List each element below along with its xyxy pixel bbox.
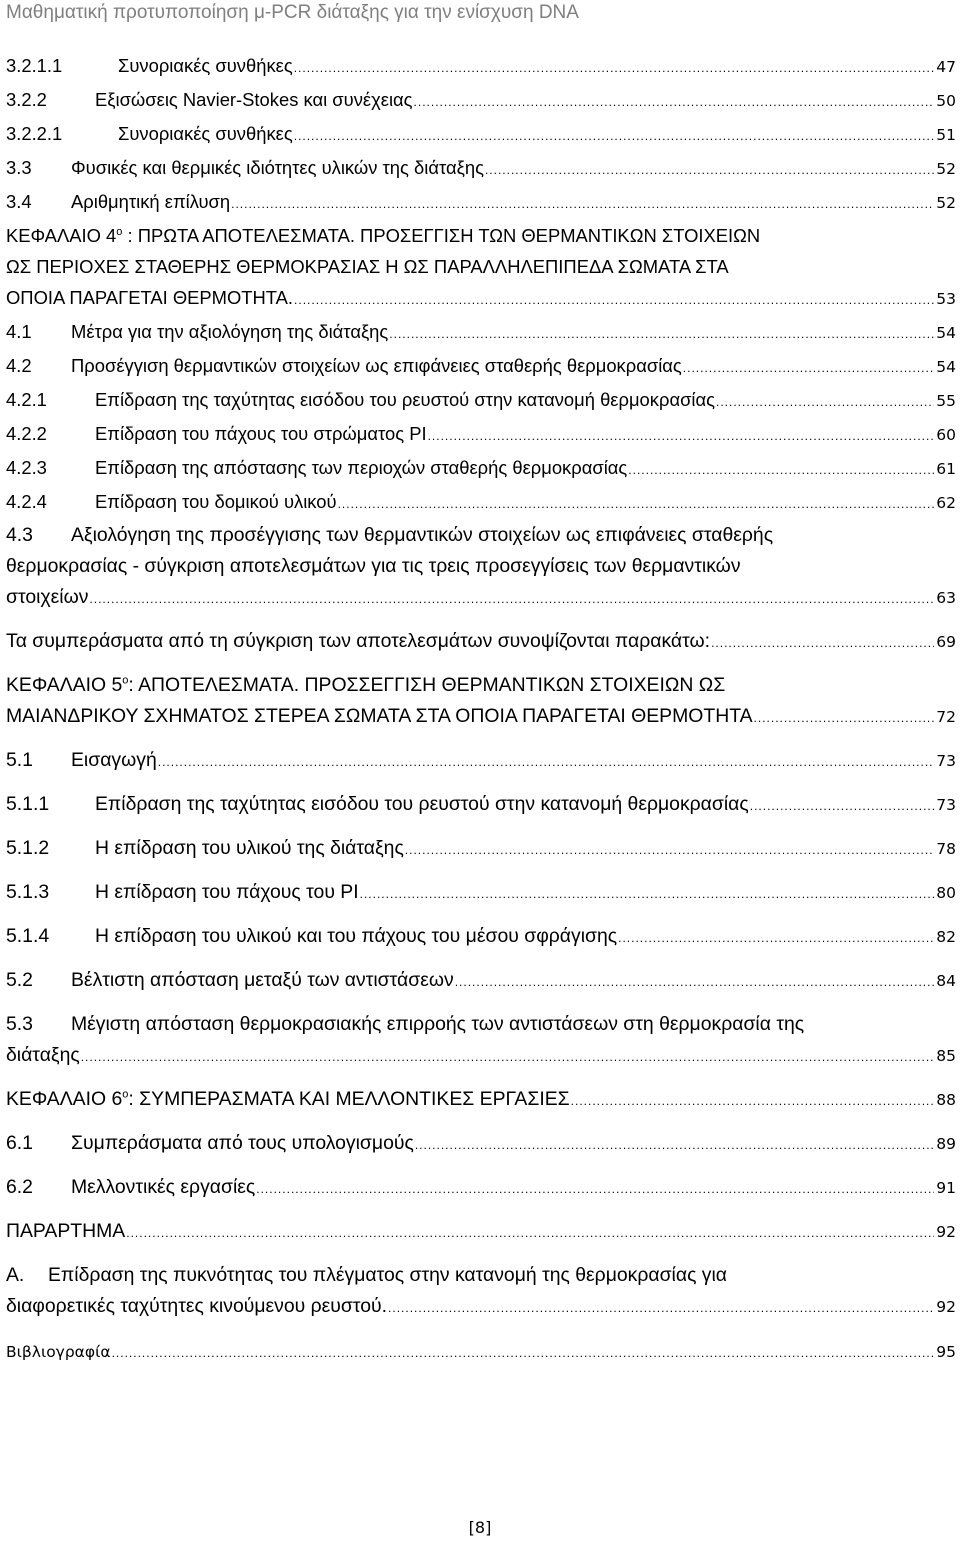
toc-title: Επίδραση της απόστασης των περιοχών σταθερής θερμοκρασίας bbox=[95, 457, 628, 478]
toc-page: 73 bbox=[936, 752, 956, 770]
toc-title: Η επίδραση του υλικού και του πάχους του μέσου σφράγισης bbox=[95, 925, 618, 947]
toc-page: 78 bbox=[936, 840, 956, 858]
toc-title-last-line: ΜΑΙΑΝΔΡΙΚΟΥ ΣΧΗΜΑΤΟΣ ΣΤΕΡΕΑ ΣΩΜΑΤΑ ΣΤΑ ΟΠΟΙΑ ΠΑΡΑΓΕΤΑΙ ΘΕΡΜΟΤΗΤΑ bbox=[6, 705, 753, 727]
dot-leader bbox=[428, 418, 935, 452]
dot-leader bbox=[485, 152, 934, 186]
toc-number: 5.3 bbox=[6, 1013, 33, 1035]
toc-title: Αριθμητική επίλυση bbox=[71, 191, 231, 212]
toc-entry-3-2-2-1[interactable] bbox=[6, 118, 956, 152]
dot-leader bbox=[414, 84, 935, 118]
page-number: [8] bbox=[468, 1518, 492, 1537]
toc-page: 55 bbox=[936, 392, 956, 410]
dot-leader bbox=[294, 50, 935, 84]
dot-leader bbox=[388, 1291, 934, 1324]
toc-number: 5.1.1 bbox=[6, 793, 50, 815]
toc-page: 84 bbox=[936, 972, 956, 990]
toc-title-last-line: ΟΠΟΙΑ ΠΑΡΑΓΕΤΑΙ ΘΕΡΜΟΤΗΤΑ. bbox=[6, 287, 294, 308]
toc-title: ΚΕΦΑΛΑΙΟ $6^o$: ΣΥΜΠΕΡΑΣΜΑΤΑ ΚΑΙ ΜΕΛΛΟΝΤΙΚΕΣ ΕΡΓΑΣΙΕΣ bbox=[6, 1088, 570, 1110]
toc-entry-4-2-3[interactable] bbox=[6, 452, 956, 486]
dot-leader bbox=[158, 745, 935, 778]
toc-entry-3-2-2[interactable] bbox=[6, 84, 956, 118]
toc-page: 69 bbox=[936, 633, 956, 651]
toc-title-line-1: Επίδραση της πυκνότητας του πλέγματος στην κατανομή της θερμοκρασίας για bbox=[48, 1264, 728, 1286]
toc-entry-chapter-6[interactable] bbox=[6, 1084, 956, 1117]
toc-number: 5.1.3 bbox=[6, 881, 50, 903]
toc-entry-bibliography[interactable] bbox=[6, 1335, 956, 1369]
toc-entry-4-3[interactable] bbox=[6, 520, 956, 615]
toc-entry-3-2-1-1[interactable] bbox=[6, 50, 956, 84]
toc-title: Συνοριακές συνθήκες bbox=[118, 123, 293, 144]
toc-entry-chapter-4[interactable] bbox=[6, 220, 956, 316]
toc-page: 82 bbox=[936, 928, 956, 946]
toc-title: Τα συμπεράσματα από τη σύγκριση των αποτελεσμάτων συνοψίζονται παρακάτω: bbox=[6, 630, 711, 652]
table-of-contents bbox=[6, 50, 956, 1369]
toc-entry-5-1-4[interactable] bbox=[6, 921, 956, 954]
toc-page: 62 bbox=[936, 494, 956, 512]
toc-entry-3-4[interactable] bbox=[6, 186, 956, 220]
toc-page: 72 bbox=[936, 708, 956, 726]
toc-number: 5.1.2 bbox=[6, 837, 50, 859]
toc-title-last-line: στοιχείων bbox=[6, 586, 89, 608]
dot-leader bbox=[112, 1335, 935, 1369]
toc-number: 6.2 bbox=[6, 1176, 33, 1198]
toc-number: 4.2.2 bbox=[6, 423, 47, 444]
dot-leader bbox=[294, 118, 935, 152]
dot-leader bbox=[711, 626, 934, 659]
toc-entry-chapter-5[interactable] bbox=[6, 670, 956, 734]
toc-entry-6-2[interactable] bbox=[6, 1172, 956, 1205]
toc-title-line-1: ΚΕΦΑΛΑΙΟ $4^o$ : ΠΡΩΤΑ ΑΠΟΤΕΛΕΣΜΑΤΑ. ΠΡΟΣΕΓΓΙΣΗ ΤΩΝ ΘΕΡΜΑΝΤΙΚΩΝ ΣΤΟΙΧΕΙΩΝ bbox=[6, 225, 761, 246]
dot-leader bbox=[628, 452, 934, 486]
toc-entry-6-1[interactable] bbox=[6, 1128, 956, 1161]
dot-leader bbox=[405, 833, 934, 866]
toc-page: 80 bbox=[936, 884, 956, 902]
toc-number: 4.2 bbox=[6, 355, 32, 376]
toc-entry-4-2-2[interactable] bbox=[6, 418, 956, 452]
toc-page: 92 bbox=[936, 1223, 956, 1241]
toc-page: 73 bbox=[936, 796, 956, 814]
toc-page: 63 bbox=[936, 589, 956, 607]
toc-title: Συμπεράσματα από τους υπολογισμούς bbox=[71, 1132, 414, 1154]
toc-entry-5-1[interactable] bbox=[6, 745, 956, 778]
toc-entry-4-2-4[interactable] bbox=[6, 486, 956, 520]
running-header: Μαθηματική προτυποποίηση μ-PCR διάταξης για την ενίσχυση DNA bbox=[6, 2, 579, 23]
dot-leader bbox=[683, 350, 934, 384]
toc-title: Συνοριακές συνθήκες bbox=[118, 55, 293, 76]
toc-number: 3.4 bbox=[6, 191, 32, 212]
toc-page: 51 bbox=[936, 126, 956, 144]
toc-title: Βέλτιστη απόσταση μεταξύ των αντιστάσεων bbox=[71, 969, 454, 991]
toc-number: 4.3 bbox=[6, 524, 33, 546]
toc-entry-5-1-3[interactable] bbox=[6, 877, 956, 910]
dot-leader bbox=[81, 1040, 935, 1073]
toc-page: 89 bbox=[936, 1135, 956, 1153]
toc-title-line-1: Αξιολόγηση της προσέγγισης των θερμαντικών στοιχείων ως επιφάνειες σταθερής bbox=[71, 524, 774, 546]
toc-entry-5-1-2[interactable] bbox=[6, 833, 956, 866]
toc-entry-appendix[interactable] bbox=[6, 1216, 956, 1249]
toc-number: 3.2.2 bbox=[6, 89, 47, 110]
toc-page: 60 bbox=[936, 426, 956, 444]
toc-page: 52 bbox=[936, 160, 956, 178]
toc-page: 85 bbox=[936, 1047, 956, 1065]
toc-page: 91 bbox=[936, 1179, 956, 1197]
toc-title-line-2: θερμοκρασίας - σύγκριση αποτελεσμάτων για τις τρεις προσεγγίσεις των θερμαντικών bbox=[6, 555, 741, 577]
toc-number: 4.2.4 bbox=[6, 491, 47, 512]
toc-entry-4-1[interactable] bbox=[6, 316, 956, 350]
toc-number: 3.2.2.1 bbox=[6, 123, 63, 144]
toc-title: Η επίδραση του πάχους του PI bbox=[95, 881, 359, 903]
toc-entry-5-2[interactable] bbox=[6, 965, 956, 998]
toc-title: Η επίδραση του υλικού της διάταξης bbox=[95, 837, 404, 859]
toc-page: 88 bbox=[936, 1091, 956, 1109]
dot-leader bbox=[571, 1084, 935, 1117]
toc-entry-5-1-1[interactable] bbox=[6, 789, 956, 822]
dot-leader bbox=[618, 921, 934, 954]
dot-leader bbox=[754, 701, 935, 734]
toc-title: Εξισώσεις Navier-Stokes και συνέχειας bbox=[95, 89, 413, 110]
toc-number: 5.1 bbox=[6, 749, 33, 771]
toc-title: Μελλοντικές εργασίες bbox=[71, 1176, 256, 1198]
toc-title-last-line: διάταξης bbox=[6, 1044, 80, 1066]
dot-leader bbox=[231, 186, 934, 220]
toc-title-line-1: Μέγιστη απόσταση θερμοκρασιακής επιρροής των αντιστάσεων στη θερμοκρασία της bbox=[71, 1013, 805, 1035]
toc-entry-5-3[interactable] bbox=[6, 1009, 956, 1073]
dot-leader bbox=[294, 282, 934, 316]
dot-leader bbox=[256, 1172, 934, 1205]
toc-page: 50 bbox=[936, 92, 956, 110]
toc-number: 5.1.4 bbox=[6, 925, 50, 947]
toc-number: 4.1 bbox=[6, 321, 32, 342]
toc-title: Προσέγγιση θερμαντικών στοιχείων ως επιφάνειες σταθερής θερμοκρασίας bbox=[71, 355, 682, 376]
dot-leader bbox=[716, 384, 934, 418]
toc-number: 4.2.3 bbox=[6, 457, 47, 478]
toc-page: 52 bbox=[936, 194, 956, 212]
dot-leader bbox=[360, 877, 935, 910]
dot-leader bbox=[415, 1128, 934, 1161]
dot-leader bbox=[126, 1216, 934, 1249]
toc-page: 95 bbox=[936, 1343, 956, 1361]
toc-entry-appendix-a[interactable] bbox=[6, 1260, 956, 1324]
toc-title: Μέτρα για την αξιολόγηση της διάταξης bbox=[71, 321, 389, 342]
toc-title: Βιβλιογραφία bbox=[6, 1343, 111, 1361]
toc-page: 54 bbox=[936, 358, 956, 376]
toc-page: 61 bbox=[936, 460, 956, 478]
toc-title: Επίδραση της ταχύτητας εισόδου του ρευστού στην κατανομή θερμοκρασίας bbox=[95, 389, 716, 410]
toc-title: ΠΑΡΑΡΤΗΜΑ bbox=[6, 1220, 126, 1242]
toc-title: Επίδραση του δομικού υλικού bbox=[95, 491, 337, 512]
toc-title-line-1: ΚΕΦΑΛΑΙΟ $5^o$: ΑΠΟΤΕΛΕΣΜΑΤΑ. ΠΡΟΣΣΕΓΓΙΣΗ ΘΕΡΜΑΝΤΙΚΩΝ ΣΤΟΙΧΕΙΩΝ ΩΣ bbox=[6, 674, 726, 696]
dot-leader bbox=[389, 316, 934, 350]
toc-number: Α. bbox=[6, 1264, 25, 1286]
toc-entry-4-2-1[interactable] bbox=[6, 384, 956, 418]
toc-title-last-line: διαφορετικές ταχύτητες κινούμενου ρευστού. bbox=[6, 1295, 388, 1317]
toc-page: 92 bbox=[936, 1298, 956, 1316]
toc-entry-conclusions-summary[interactable] bbox=[6, 626, 956, 659]
dot-leader bbox=[338, 486, 935, 520]
toc-title: Επίδραση της ταχύτητας εισόδου του ρευστού στην κατανομή θερμοκρασίας bbox=[95, 793, 749, 815]
toc-title: Φυσικές και θερμικές ιδιότητες υλικών της διάταξης bbox=[71, 157, 484, 178]
toc-entry-4-2[interactable] bbox=[6, 350, 956, 384]
toc-title-line-2: ΩΣ ΠΕΡΙΟΧΕΣ ΣΤΑΘΕΡΗΣ ΘΕΡΜΟΚΡΑΣΙΑΣ Η ΩΣ ΠΑΡΑΛΛΗΛΕΠΙΠΕΔΑ ΣΩΜΑΤΑ ΣΤΑ bbox=[6, 256, 729, 277]
toc-number: 3.3 bbox=[6, 157, 32, 178]
toc-title: Εισαγωγή bbox=[71, 749, 157, 771]
toc-number: 6.1 bbox=[6, 1132, 33, 1154]
toc-number: 5.2 bbox=[6, 969, 33, 991]
dot-leader bbox=[750, 789, 935, 822]
dot-leader bbox=[89, 582, 934, 615]
toc-title: Επίδραση του πάχους του στρώματος PI bbox=[95, 423, 427, 444]
toc-page: 47 bbox=[936, 58, 956, 76]
toc-number: 3.2.1.1 bbox=[6, 55, 63, 76]
toc-number: 4.2.1 bbox=[6, 389, 47, 410]
toc-page: 53 bbox=[936, 290, 956, 308]
dot-leader bbox=[455, 965, 935, 998]
toc-entry-3-3[interactable] bbox=[6, 152, 956, 186]
toc-page: 54 bbox=[936, 324, 956, 342]
